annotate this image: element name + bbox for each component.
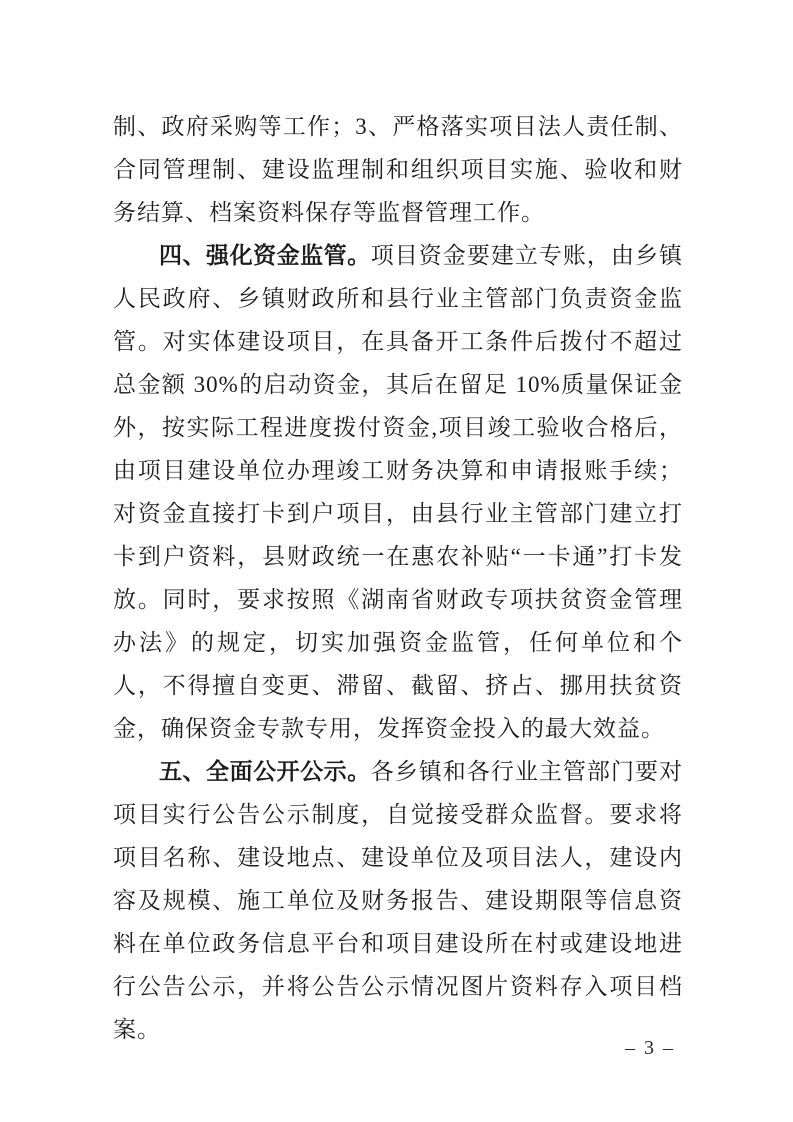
document-body	[113, 105, 683, 1051]
paragraph-continuation: 制、政府采购等工作；3、严格落实项目法人责任制、合同管理制、建设监理制和组织项目实施、验收和财务结算、档案资料保存等监督管理工作。	[113, 114, 683, 225]
section-4-heading: 四、强化资金监管。	[159, 242, 371, 268]
section-5-text: 各乡镇和各行业主管部门要对项目实行公告公示制度，自觉接受群众监督。要求将项目名称、建设地点、建设单位及项目法人，建设内容及规模、施工单位及财务报告、建设期限等信息资料在单位政务信息平台和项目建设所在村或建设地进行公告公示，并将公告公示情况图片资料存入项目档案。	[113, 759, 684, 1042]
section-4-text: 项目资金要建立专账，由乡镇人民政府、乡镇财政所和县行业主管部门负责资金监管。对实体建设项目，在具备开工条件后拨付不超过总金额 30%的启动资金，其后在留足 10%质量保证金外，按实际工程进度拨付资金,项目竣工验收合格后，由项目建设单位办理竣工财务决算和申请报账手续；对资金直接打卡到户项目，由县行业主管部门建立打卡到户资料，县财政统一在惠农补贴“一卡通”打卡发放。同时，要求按照《湖南省财政专项扶贫资金管理办法》的规定，切实加强资金监管，任何单位和个人，不得擅自变更、滞留、截留、挤占、挪用扶贫资金，确保资金专款专用，发挥资金投入的最大效益。	[113, 243, 684, 741]
page-number: – 3 –	[625, 1037, 675, 1059]
paragraph-section-4	[113, 234, 683, 750]
section-5-heading: 五、全面公开公示。	[159, 758, 371, 784]
paragraph-section-5	[113, 750, 683, 1051]
